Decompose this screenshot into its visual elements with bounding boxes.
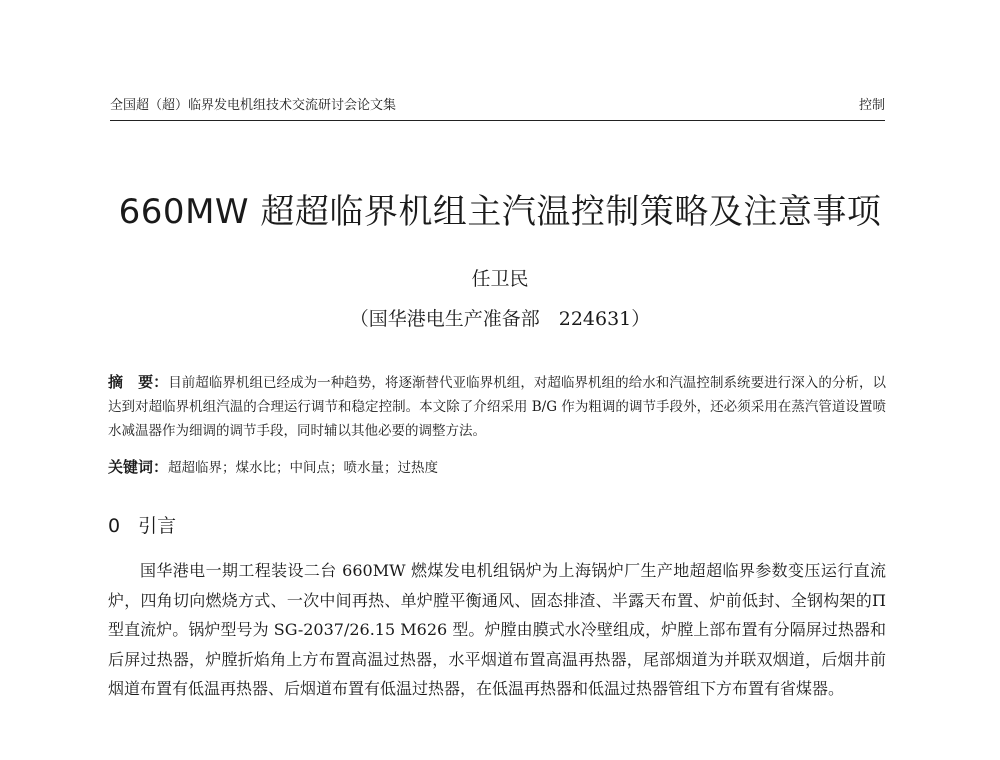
header-proceedings-title: 全国超（超）临界发电机组技术交流研讨会论文集 [110, 98, 397, 113]
section-heading [108, 513, 176, 539]
abstract [108, 370, 886, 443]
header-section-label: 控制 [858, 98, 885, 113]
body-paragraph: 国华港电一期工程装设二台 660MW 燃煤发电机组锅炉为上海锅炉厂生产地超超临界参数变压运行直流炉，四角切向燃烧方式、一次中间再热、单炉膛平衡通风、固态排渣、半露天布置、炉前低封、全钢构架的Π型直流炉。锅炉型号为 SG-2037/26.15 M626 型。炉膛由膜式水冷壁组成，炉膛上部布置有分隔屏过热器和后屏过热器，炉膛折焰角上方布置高温过热器，水平烟道布置高温再热器，尾部烟道为并联双烟道，后烟井前烟道布置有低温再热器、后烟道布置有低温过热器，在低温再热器和低温过热器管组下方布置有省煤器。 [108, 561, 886, 698]
abstract-text: 目前超临界机组已经成为一种趋势，将逐渐替代亚临界机组，对超临界机组的给水和汽温控制系统要进行深入的分析，以达到对超临界机组汽温的合理运行调节和稳定控制。本文除了介绍采用 B/G 作为粗调的调节手段外，还必须采用在蒸汽管道设置喷水减温器作为细调的调节手段，同时辅以其他必要的调整方法。 [108, 375, 886, 439]
keywords [108, 455, 886, 480]
running-header [110, 92, 885, 121]
paper-title: 660MW 超超临界机组主汽温控制策略及注意事项 [118, 192, 882, 232]
keywords-text: 超超临界；煤水比；中间点；喷水量；过热度 [168, 460, 439, 476]
author-name: 任卫民 [471, 268, 529, 290]
section-number: 0 [108, 515, 121, 537]
keywords-label: 关键词： [108, 458, 169, 476]
abstract-label: 摘 要： [108, 373, 169, 391]
author-affiliation: （国华港电生产准备部 224631） [349, 308, 651, 330]
section-title: 引言 [138, 515, 177, 537]
